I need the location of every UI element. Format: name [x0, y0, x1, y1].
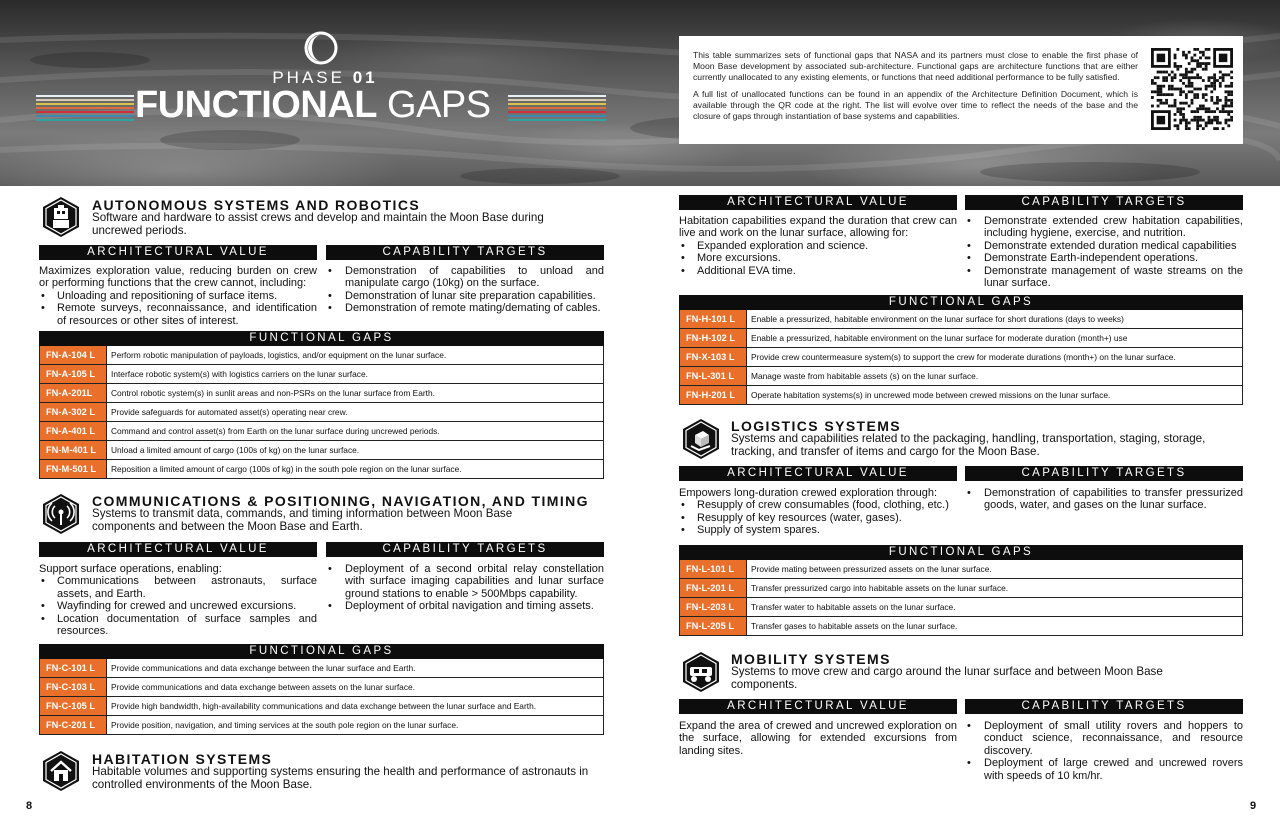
value-item: • Additional EVA time. [679, 265, 957, 277]
arch-value-logistics: Empowers long-duration crewed exploration through: • Resupply of crew consumables (food, clothing, etc.) • Resupply of key resources (water, gases). • Supply of system spares. [679, 487, 957, 537]
gap-code: FN-M-401 L [40, 441, 107, 459]
cap-targets-comms [326, 563, 604, 613]
gap-description: Manage waste from habitable assets (s) on the lunar surface. [751, 371, 979, 381]
target-item: • Deployment of small utility rovers and hoppers to conduct science, reconnaissance, and resource discovery. [965, 720, 1243, 757]
section-title-habitation: HABITATION SYSTEMS [92, 751, 273, 767]
gap-code: FN-L-205 L [680, 617, 747, 635]
moon-phase-icon [304, 31, 338, 65]
gap-code: FN-X-103 L [680, 348, 747, 366]
stripe-decoration-right [508, 95, 606, 123]
gaps-table-comms [39, 659, 604, 735]
robot-icon [40, 196, 82, 238]
target-item: • Demonstrate extended crew habitation capabilities, including hygiene, exercise, and nutrition. [965, 215, 1243, 240]
target-item: • Demonstration of capabilities to transfer pressurized goods, water, and gases on the lunar surface. [965, 487, 1243, 512]
gap-description: Unload a limited amount of cargo (100s of kg) on the lunar surface. [111, 445, 360, 455]
gaps-table-logistics [679, 560, 1243, 636]
cap-targets-mobility [965, 720, 1243, 782]
gap-description: Perform robotic manipulation of payloads, logistics, and/or equipment on the lunar surface. [111, 350, 447, 360]
page-number-right: 9 [1250, 800, 1257, 812]
rover-icon [680, 651, 722, 693]
value-item: • Resupply of crew consumables (food, clothing, etc.) [679, 499, 957, 511]
arch-value-comms: Support surface operations, enabling: • Communications between astronauts, surface assets, and Earth. • Wayfinding for crewed and uncrewed excursions. • Location documentation of surface samples and resources. [39, 563, 317, 637]
gap-description: Provide communications and data exchange between assets on the lunar surface. [111, 682, 416, 692]
section-desc-mobility: Systems to move crew and cargo around the lunar surface and between Moon Base components. [731, 665, 1163, 691]
stripe-line [508, 95, 606, 97]
gap-description: Reposition a limited amount of cargo (100s of kg) in the south pole region on the lunar surface. [111, 464, 462, 474]
section-title-mobility: MOBILITY SYSTEMS [731, 651, 891, 667]
stripe-line [36, 111, 134, 113]
value-item: • Remote surveys, reconnaissance, and identification of resources or other sites of interest. [39, 302, 317, 327]
gap-description: Provide high bandwidth, high-availability communications and data exchange between the lunar surface and Earth. [111, 701, 537, 711]
gap-description: Provide mating between pressurized assets on the lunar surface. [751, 564, 992, 574]
phase-label: PHASE 01 [272, 68, 378, 87]
stripe-line [508, 119, 606, 121]
gap-code: FN-A-105 L [40, 365, 107, 383]
gap-row [679, 367, 1243, 386]
box-hand-icon [680, 418, 722, 460]
gap-code: FN-L-301 L [680, 367, 747, 385]
gap-description: Transfer gases to habitable assets on the lunar surface. [751, 621, 958, 631]
gap-description: Provide communications and data exchange between the lunar surface and Earth. [111, 663, 416, 673]
gap-description: Operate habitation systems(s) in uncrewed mode between crewed missions on the lunar surface. [751, 390, 1111, 400]
qr-code[interactable] [1151, 48, 1233, 130]
section-desc-logistics: Systems and capabilities related to the packaging, handling, transportation, staging, storage, tracking, and transfer of items and cargo for the Moon Base. [731, 432, 1206, 458]
gaps-table-autonomous [39, 346, 604, 479]
gap-code: FN-L-203 L [680, 598, 747, 616]
section-desc-habitation: Habitable volumes and supporting systems ensuring the health and performance of astronauts in controlled environments of the Moon Base. [92, 765, 589, 791]
value-item: • Wayfinding for crewed and uncrewed excursions. [39, 600, 317, 612]
gap-row [39, 384, 604, 403]
gap-row [39, 678, 604, 697]
value-item: • Unloading and repositioning of surface items. [39, 290, 317, 302]
section-title-autonomous: AUTONOMOUS SYSTEMS AND ROBOTICS [92, 197, 421, 213]
gap-code: FN-H-102 L [680, 329, 747, 347]
gap-description: Provide position, navigation, and timing services at the south pole region on the lunar surface. [111, 720, 459, 730]
antenna-icon [40, 493, 82, 535]
arch-value-mobility: Expand the area of crewed and uncrewed exploration on the surface, allowing for extended excursions from landing sites. [679, 720, 957, 757]
gap-row [679, 579, 1243, 598]
stripe-line [36, 107, 134, 109]
gap-row [39, 346, 604, 365]
value-item: • Resupply of key resources (water, gases). [679, 512, 957, 524]
page-title: FUNCTIONAL GAPS [135, 84, 491, 126]
gap-row [39, 441, 604, 460]
gap-description: Enable a pressurized, habitable environment on the lunar surface for moderate duration (month+) use [751, 333, 1128, 343]
gap-row [679, 560, 1243, 579]
functional-gaps-header: FUNCTIONAL GAPS [39, 644, 604, 659]
section-title-logistics: LOGISTICS SYSTEMS [731, 418, 902, 434]
cap-targets-header: CAPABILITY TARGETS [326, 245, 604, 260]
gap-row [679, 310, 1243, 329]
gap-code: FN-A-104 L [40, 346, 107, 364]
gap-description: Enable a pressurized, habitable environment on the lunar surface for short durations (days to weeks) [751, 314, 1124, 324]
target-item: • Demonstrate Earth-independent operations. [965, 252, 1243, 264]
stripe-line [36, 99, 134, 101]
gap-row [679, 617, 1243, 636]
target-item: • Demonstrate management of waste streams on the lunar surface. [965, 265, 1243, 290]
gap-code: FN-C-105 L [40, 697, 107, 715]
gap-row [39, 422, 604, 441]
gap-code: FN-H-201 L [680, 386, 747, 404]
target-item: • Deployment of large crewed and uncrewed rovers with speeds of 10 km/hr. [965, 757, 1243, 782]
arch-value-header: ARCHITECTURAL VALUE [679, 466, 957, 481]
arch-value-habitation: Habitation capabilities expand the duration that crew can live and work on the lunar surface, allowing for: • Expanded exploration and science. • More excursions. • Additional EVA time. [679, 215, 957, 277]
stripe-decoration-left [36, 95, 134, 123]
gap-row [679, 329, 1243, 348]
stripe-line [508, 107, 606, 109]
gap-code: FN-C-201 L [40, 716, 107, 734]
stripe-line [36, 119, 134, 121]
gap-description: Provide crew countermeasure system(s) to support the crew for moderate durations (month+) on the lunar surface. [751, 352, 1176, 362]
gap-description: Interface robotic system(s) with logistics carriers on the lunar surface. [111, 369, 368, 379]
arch-value-header: ARCHITECTURAL VALUE [39, 245, 317, 260]
gap-row [39, 697, 604, 716]
functional-gaps-header: FUNCTIONAL GAPS [679, 545, 1243, 560]
gap-row [39, 365, 604, 384]
gap-description: Transfer water to habitable assets on the lunar surface. [751, 602, 956, 612]
gap-code: FN-H-101 L [680, 310, 747, 328]
section-desc-autonomous: Software and hardware to assist crews and develop and maintain the Moon Base during uncrewed periods. [92, 211, 544, 237]
arch-value-header: ARCHITECTURAL VALUE [679, 195, 957, 210]
cap-targets-logistics [965, 487, 1243, 512]
stripe-line [508, 103, 606, 105]
gap-description: Control robotic system(s) in sunlit areas and non-PSRs on the lunar surface from Earth. [111, 388, 435, 398]
gaps-table-habitation [679, 310, 1243, 405]
stripe-line [508, 99, 606, 101]
functional-gaps-header: FUNCTIONAL GAPS [39, 331, 604, 346]
cap-targets-autonomous [326, 265, 604, 315]
stripe-line [36, 103, 134, 105]
page-number-left: 8 [26, 800, 33, 812]
arch-value-header: ARCHITECTURAL VALUE [679, 699, 957, 714]
gap-row [679, 386, 1243, 405]
target-item: • Demonstration of lunar site preparation capabilities. [326, 290, 604, 302]
target-item: • Demonstration of remote mating/demating of cables. [326, 302, 604, 314]
stripe-line [508, 111, 606, 113]
gap-row [39, 460, 604, 479]
cap-targets-header: CAPABILITY TARGETS [965, 466, 1243, 481]
arch-value-header: ARCHITECTURAL VALUE [39, 542, 317, 557]
functional-gaps-header: FUNCTIONAL GAPS [679, 295, 1243, 310]
gap-row [39, 403, 604, 422]
gap-code: FN-A-401 L [40, 422, 107, 440]
gap-code: FN-L-101 L [680, 560, 747, 578]
hero-banner [0, 0, 1280, 186]
section-desc-comms: Systems to transmit data, commands, and timing information between Moon Base components and between the Moon Base and Earth. [92, 507, 513, 533]
gap-code: FN-C-101 L [40, 659, 107, 677]
gap-code: FN-A-201L [40, 384, 107, 402]
value-item: • More excursions. [679, 252, 957, 264]
gap-code: FN-C-103 L [40, 678, 107, 696]
gap-description: Provide safeguards for automated asset(s) operating near crew. [111, 407, 348, 417]
gap-row [679, 348, 1243, 367]
gap-code: FN-M-501 L [40, 460, 107, 478]
cap-targets-header: CAPABILITY TARGETS [965, 195, 1243, 210]
value-item: • Expanded exploration and science. [679, 240, 957, 252]
cap-targets-habitation [965, 215, 1243, 289]
gap-description: Command and control asset(s) from Earth on the lunar surface during uncrewed periods. [111, 426, 440, 436]
house-icon [40, 750, 82, 792]
cap-targets-header: CAPABILITY TARGETS [965, 699, 1243, 714]
gap-row [39, 659, 604, 678]
target-item: • Demonstrate extended duration medical capabilities [965, 240, 1243, 252]
stripe-line [36, 95, 134, 97]
gap-code: FN-L-201 L [680, 579, 747, 597]
intro-panel [679, 36, 1243, 144]
target-item: • Deployment of a second orbital relay constellation with surface imaging capabilities and lunar surface ground stations to enable > 500Mbps capability. [326, 563, 604, 600]
section-title-comms: COMMUNICATIONS & POSITIONING, NAVIGATION, AND TIMING [92, 493, 589, 509]
intro-text: This table summarizes sets of functional gaps that NASA and its partners must close to enable the first phase of Moon Base development by associated sub-architecture. Functional gaps are architecture functions that are either currently unallocated to any existing elements, or functions that need additional performance to be fully satisfied. A full list of unallocated functions can be found in an appendix of the Architecture Definition Document, which is available through the QR code at the right. The list will evolve over time to reflect the needs of the base and the closure of gaps through instantiation of base systems and capabilities. [693, 50, 1138, 122]
value-item: • Communications between astronauts, surface assets, and Earth. [39, 575, 317, 600]
stripe-line [508, 115, 606, 117]
cap-targets-header: CAPABILITY TARGETS [326, 542, 604, 557]
gap-row [39, 716, 604, 735]
gap-row [679, 598, 1243, 617]
value-item: • Supply of system spares. [679, 524, 957, 536]
target-item: • Demonstration of capabilities to unload and manipulate cargo (10kg) on the surface. [326, 265, 604, 290]
gap-description: Transfer pressurized cargo into habitable assets on the lunar surface. [751, 583, 1009, 593]
arch-value-autonomous: Maximizes exploration value, reducing burden on crew or performing functions that the crew cannot, including: • Unloading and repositioning of surface items. • Remote surveys, reconnaissance, and identification of resources or other sites of interest. [39, 265, 317, 327]
target-item: • Deployment of orbital navigation and timing assets. [326, 600, 604, 612]
value-item: • Location documentation of surface samples and resources. [39, 613, 317, 638]
gap-code: FN-A-302 L [40, 403, 107, 421]
stripe-line [36, 115, 134, 117]
